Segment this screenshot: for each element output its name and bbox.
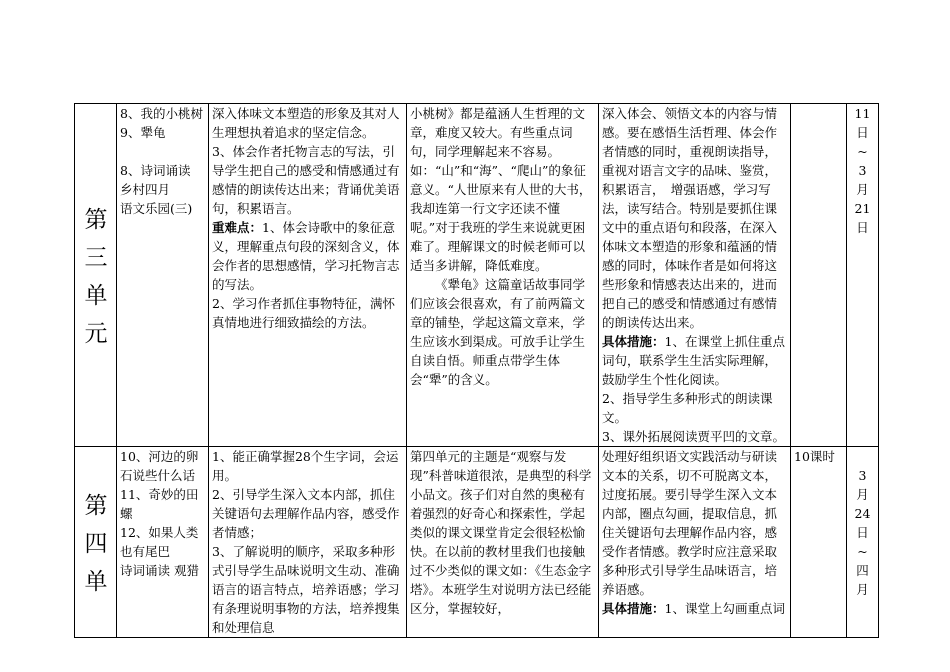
measure-item: 具体措施：1、课堂上勾画重点词	[602, 601, 785, 616]
lesson-item: 语文乐园(三)	[120, 201, 193, 216]
teaching-plan-table	[74, 103, 879, 638]
analysis-paragraph: 小桃树》都是蕴涵人生哲理的文章，难度又较大。有些重点词句，同学理解起来不容易。如：“山”和“海”、“爬山”的象征意义。“人世原来有人世的大书，我却连第一行文字还读不懂呢。”对于我班的学生来说就更困难了。理解课文的时候老师可以适当多讲解，降低难度。	[410, 106, 592, 273]
hours-cell	[791, 104, 847, 447]
table-row	[75, 104, 879, 447]
measures-label: 具体措施：	[602, 601, 665, 616]
table-row	[75, 447, 879, 638]
date-cell: 11 日 ~ 3 月 21 日	[847, 104, 879, 447]
measure-item: 具体措施：1、在课堂上抓住重点词句，联系学生生活实际理解，鼓励学生个性化阅读。	[602, 334, 785, 387]
lesson-item: 10、河边的卵石说些什么话	[120, 449, 199, 483]
lesson-item: 乡村四月	[120, 182, 171, 197]
measure-item: 深入体会、领悟文本的内容与情感。要在感悟生活哲理、体会作者情感的同时，重视朗读指导，重视对语言文字的品味、鉴赏，积累语言， 增强语感，学习写法，读写结合。特别是要抓住课文中的重点语句和段落，在深入体味文本塑造的形象和蕴涵的情感的同时，体味作者是如何将这些形象和情感表达出来的，进而把自己的感受和情感通过有感情的朗读传达出来。	[602, 106, 778, 330]
goal-item: 1、能正确掌握28个生字词，会运用。	[212, 449, 399, 483]
goals-cell	[209, 104, 407, 447]
lesson-item: 8、诗词诵读	[120, 163, 191, 178]
analysis-paragraph: 《犟龟》这篇童话故事同学们应该会很喜欢，有了前两篇文章的铺垫，学起这篇文章来，学生应该水到渠成。可放手让学生自读自悟。师重点带学生体会“犟”的含义。	[410, 277, 586, 387]
measures-label: 具体措施：	[602, 334, 665, 349]
lesson-item: 9、犟龟	[120, 125, 166, 140]
lesson-item: 12、如果人类也有尾巴	[120, 525, 199, 559]
unit-title: 第 四 单	[84, 493, 108, 595]
lessons-cell	[117, 104, 209, 447]
measure-item: 3、课外拓展阅读贾平凹的文章。	[602, 429, 785, 444]
measure-item: 处理好组织语文实践活动与研读文本的关系，切不可脱离文本，过度拓展。要引导学生深入文本内部，圈点勾画，提取信息，抓住关键语句去理解作品内容，感受作者情感。教学时应注意采取多种形式引导学生品味语言，培养语感。	[602, 449, 778, 597]
goal-item: 2、学习作者抓住事物特征，满怀真情地进行细致描绘的方法。	[212, 296, 395, 330]
lesson-item: 诗词诵读 观猎	[120, 563, 199, 578]
goals-cell	[209, 447, 407, 638]
goal-item: 重难点：1、体会诗歌中的象征意义，理解重点句段的深刻含义，体会作者的思想感情，学习托物言志的写法。	[212, 220, 400, 292]
measures-cell	[599, 104, 791, 447]
lessons-cell	[117, 447, 209, 638]
analysis-cell	[407, 447, 599, 638]
analysis-paragraph: 第四单元的主题是“观察与发现”科普味道很浓，是典型的科学小品文。孩子们对自然的奥秘有着强烈的好奇心和探索性，学起类似的课文课堂肯定会很轻松愉快。在以前的教材里我们也接触过不少类似的课文如：《生态金字塔》。本班学生对说明方法已经能区分，掌握较好，	[410, 449, 592, 616]
unit-title-cell	[75, 447, 117, 638]
date-cell: 3 月 24 日 ~ 四 月	[847, 447, 879, 638]
measure-item: 2、指导学生多种形式的朗读课文。	[602, 391, 773, 425]
goal-item: 3、了解说明的顺序，采取多种形式引导学生品味说明文生动、准确语言的语言特点，培养语感；学习有条理说明事物的方法，培养搜集和处理信息	[212, 544, 400, 635]
measures-cell	[599, 447, 791, 638]
key-point-label: 重难点：	[212, 220, 263, 235]
goal-item: 2、引导学生深入文本内部，抓住关键语句去理解作品内容，感受作者情感；	[212, 487, 400, 540]
lesson-item: 11、奇妙的田螺	[120, 487, 199, 521]
goal-item: 深入体味文本塑造的形象及其对人生理想执着追求的坚定信念。	[212, 106, 400, 140]
goal-item: 3、体会作者托物言志的写法，引导学生把自己的感受和情感通过有感情的朗读传达出来；背诵优美语句，积累语言。	[212, 144, 400, 216]
analysis-cell	[407, 104, 599, 447]
unit-title: 第 三 单 元	[84, 207, 108, 347]
unit-title-cell	[75, 104, 117, 447]
hours-cell: 10课时	[791, 447, 847, 638]
lesson-item: 8、我的小桃树	[120, 106, 203, 121]
